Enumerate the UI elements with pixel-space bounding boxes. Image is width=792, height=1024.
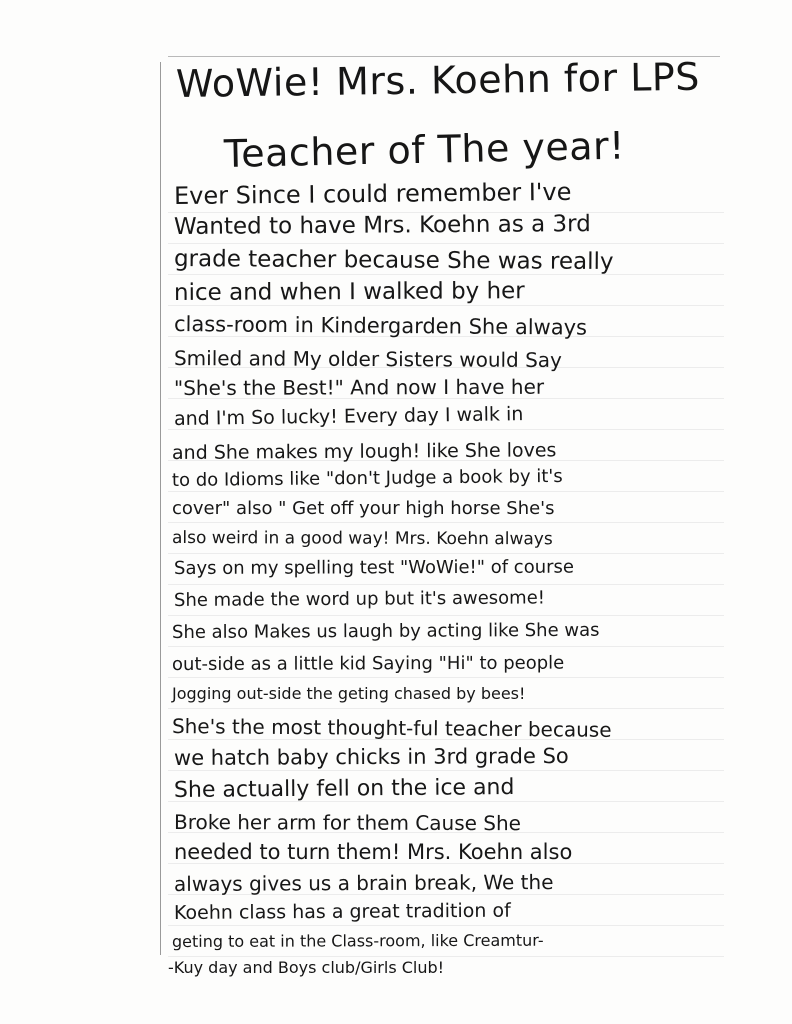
page-title-line-2: Teacher of The year! — [223, 123, 626, 176]
handwritten-line: to do Idioms like "don't Judge a book by it's — [171, 465, 563, 491]
handwritten-line: -Kuy day and Boys club/Girls Club! — [168, 958, 445, 977]
handwritten-line: needed to turn them! Mrs. Koehn also — [174, 840, 573, 864]
handwritten-line: Koehn class has a great tradition of — [173, 899, 511, 924]
handwritten-line: cover" also " Get off your high horse She's — [172, 498, 555, 519]
handwritten-line: She made the word up but it's awesome! — [173, 587, 546, 611]
ruled-line — [168, 274, 724, 275]
ruled-line — [168, 677, 724, 678]
handwritten-line: also weird in a good way! Mrs. Koehn always — [171, 528, 553, 550]
handwritten-line: Smiled and My older Sisters would Say — [173, 346, 563, 373]
handwritten-line: class-room in Kindergarden She always — [173, 312, 588, 340]
handwritten-line: and She makes my lough! like She loves — [171, 439, 557, 464]
handwritten-line: Ever Since I could remember I've — [173, 177, 572, 210]
ruled-line — [168, 956, 724, 957]
handwritten-line: out-side as a little kid Saying "Hi" to people — [171, 652, 565, 675]
handwritten-line: Wanted to have Mrs. Koehn as a 3rd — [173, 211, 591, 240]
ruled-line — [168, 491, 724, 492]
handwritten-line: nice and when I walked by her — [173, 278, 525, 306]
handwritten-line: She's the most thought-ful teacher because — [171, 714, 612, 742]
handwritten-line: "She's the Best!" And now I have her — [173, 374, 545, 400]
ruled-line — [168, 553, 724, 554]
ruled-line — [168, 770, 724, 771]
handwritten-line: Says on my spelling test "WoWie!" of course — [173, 556, 575, 579]
handwritten-line: grade teacher because She was really — [173, 246, 614, 276]
ruled-line — [168, 584, 724, 585]
ruled-line — [168, 429, 724, 430]
ruled-line — [168, 522, 724, 523]
handwritten-line: Broke her arm for them Cause She — [173, 810, 522, 836]
ruled-line — [168, 925, 724, 926]
ruled-line — [168, 646, 724, 647]
margin-line — [160, 62, 161, 955]
page-title-line-1: WoWie! Mrs. Koehn for LPS — [175, 54, 701, 106]
handwritten-line: and I'm So lucky! Every day I walk in — [173, 403, 524, 430]
handwritten-line: She also Makes us laugh by acting like She was — [171, 619, 600, 643]
ruled-line — [168, 708, 724, 709]
handwritten-line: She actually fell on the ice and — [173, 775, 515, 803]
ruled-line — [168, 615, 724, 616]
handwritten-line: always gives us a brain break, We the — [173, 870, 554, 896]
handwritten-line: Jogging out-side the geting chased by bees! — [172, 684, 526, 703]
handwritten-line: we hatch baby chicks in 3rd grade So — [173, 743, 569, 770]
handwritten-line: geting to eat in the Class-room, like Creamtur- — [171, 930, 544, 951]
ruled-line — [168, 243, 724, 244]
